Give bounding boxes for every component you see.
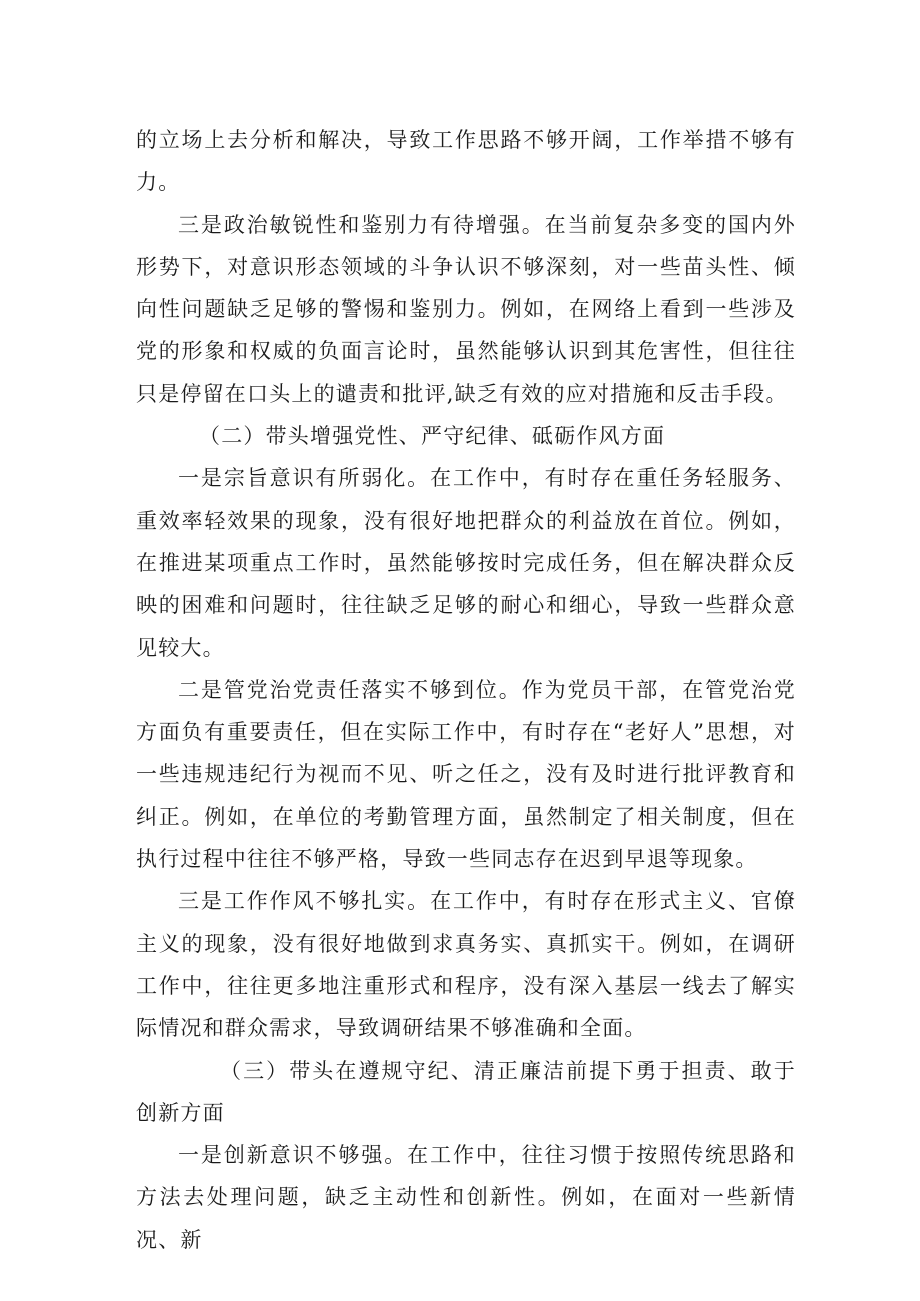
- document-body: [136, 119, 796, 1261]
- paragraph-work-style: 三是工作作风不够扎实。在工作中，有时存在形式主义、官僚主义的现象，没有很好地做到求真务实、真抓实干。例如，在调研工作中，往往更多地注重形式和程序，没有深入基层一线去了解实际情况和群众需求，导致调研结果不够准确和全面。: [136, 889, 796, 1041]
- paragraph-continuation: 的立场上去分析和解决，导致工作思路不够开阔，工作举措不够有力。: [136, 128, 796, 195]
- paragraph-innovation: 一是创新意识不够强。在工作中，往往习惯于按照传统思路和方法去处理问题，缺乏主动性和创新性。例如，在面对一些新情况、新: [136, 1143, 796, 1252]
- section-heading-2: （二）带头增强党性、严守纪律、砥砺作风方面: [199, 424, 666, 449]
- paragraph-political-sensitivity: 三是政治敏锐性和鉴别力有待增强。在当前复杂多变的国内外形势下，对意识形态领域的斗争认识不够深刻，对一些苗头性、倾向性问题缺乏足够的警惕和鉴别力。例如，在网络上看到一些涉及党的形象和权威的负面言论时，虽然能够认识到其危害性，但往往只是停留在口头上的谴责和批评,缺乏有效的应对措施和反击手段。: [136, 212, 796, 406]
- section-heading-3: （三）带头在遵规守纪、清正廉洁前提下勇于担责、敢于创新方面: [136, 1058, 796, 1125]
- paragraph-party-responsibility: 二是管党治党责任落实不够到位。作为党员干部，在管党治党方面负有重要责任，但在实际工作中，有时存在“老好人”思想，对一些违规违纪行为视而不见、听之任之，没有及时进行批评教育和纠正。例如，在单位的考勤管理方面，虽然制定了相关制度，但在执行过程中往往不够严格，导致一些同志存在迟到早退等现象。: [136, 677, 796, 872]
- paragraph-purpose-awareness: 一是宗旨意识有所弱化。在工作中，有时存在重任务轻服务、重效率轻效果的现象，没有很好地把群众的利益放在首位。例如，在推进某项重点工作时，虽然能够按时完成任务，但在解决群众反映的困难和问题时，往往缺乏足够的耐心和细心，导致一些群众意见较大。: [136, 466, 796, 660]
